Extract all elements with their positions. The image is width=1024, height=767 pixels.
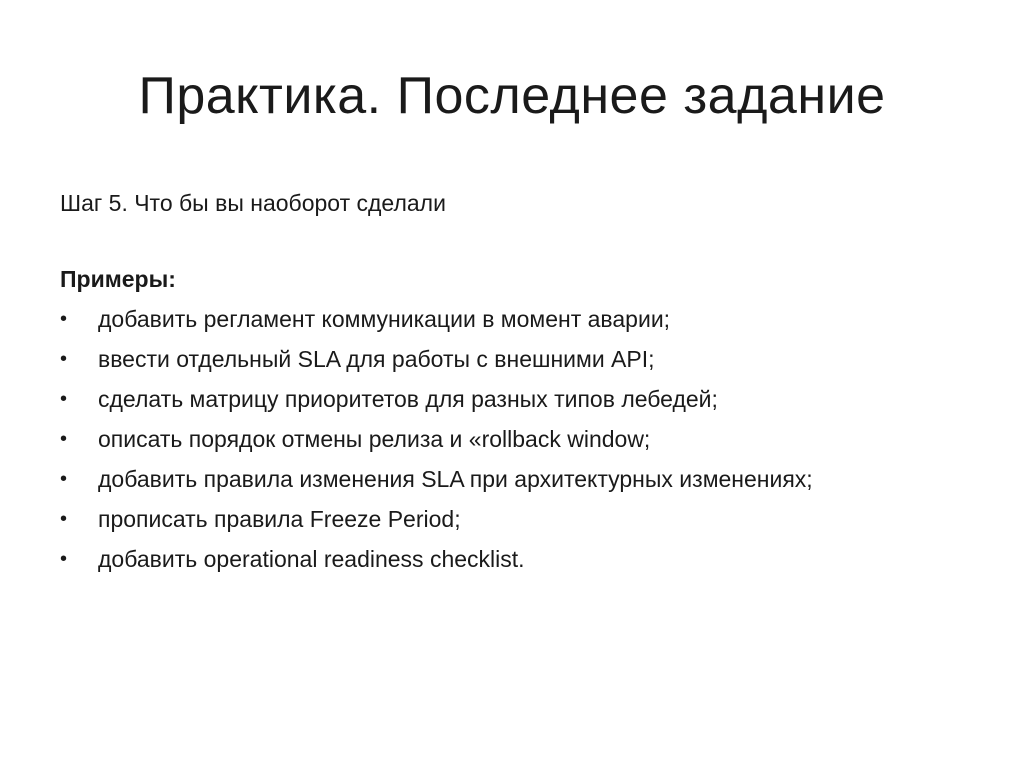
list-item xyxy=(60,379,980,419)
bullet-icon: • xyxy=(60,428,68,450)
list-item xyxy=(60,299,980,339)
step-line: Шаг 5. Что бы вы наоборот сделали xyxy=(60,190,446,216)
examples-heading: Примеры: xyxy=(60,266,176,292)
list-item xyxy=(60,539,980,579)
bullet-icon: • xyxy=(60,308,68,330)
bullet-icon: • xyxy=(60,548,68,570)
list-item xyxy=(60,499,980,539)
list-item-text: сделать матрицу приоритетов для разных типов лебедей; xyxy=(98,386,718,412)
list-item-text: добавить правила изменения SLA при архитектурных изменениях; xyxy=(98,466,813,492)
list-item xyxy=(60,459,980,499)
bullet-icon: • xyxy=(60,388,68,410)
slide-title: Практика. Последнее задание xyxy=(138,67,886,125)
list-item-text: ввести отдельный SLA для работы с внешними API; xyxy=(98,346,655,372)
bullet-icon: • xyxy=(60,508,68,530)
list-item xyxy=(60,419,980,459)
list-item-text: добавить регламент коммуникации в момент аварии; xyxy=(98,306,671,332)
slide-body xyxy=(60,183,980,579)
list-item-text: добавить operational readiness checklist. xyxy=(98,546,525,572)
list-item-text: описать порядок отмены релиза и «rollback window; xyxy=(98,426,651,452)
bullet-icon: • xyxy=(60,348,68,370)
list-item-text: прописать правила Freeze Period; xyxy=(98,506,461,532)
bullet-icon: • xyxy=(60,468,68,490)
list-item xyxy=(60,339,980,379)
examples-list xyxy=(60,299,980,579)
